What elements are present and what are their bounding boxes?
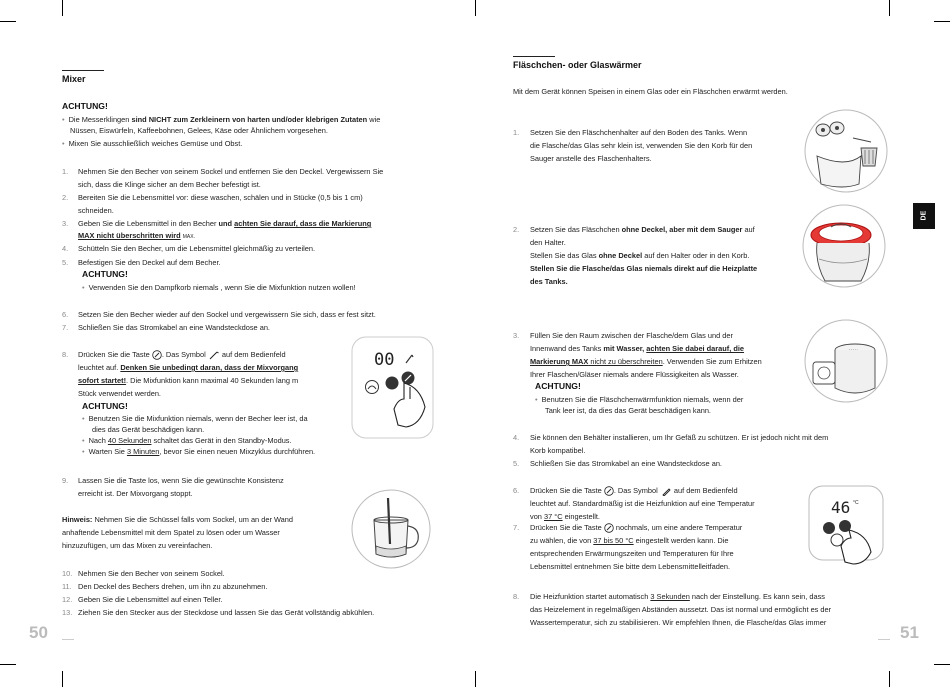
step-text: Drücken Sie die Taste . Das Symbol auf dem Bedienfeld xyxy=(78,350,286,359)
step-text: Lebensmittel entnehmen Sie bitte dem Lebensmittelleitfaden. xyxy=(530,562,731,571)
warning-title: ACHTUNG! xyxy=(82,269,128,279)
hint-text: hinzuzufügen, um das Mixen zu vereinfachen. xyxy=(62,541,213,550)
crop-mark xyxy=(889,671,890,687)
step-number: 2. xyxy=(62,193,69,202)
hint-text: Hinweis: Nehmen Sie die Schüssel falls vom Sockel, um an der Wand xyxy=(62,515,293,524)
section-title-warmer: Fläschchen- oder Glaswärmer xyxy=(513,60,642,70)
step-number: 10. xyxy=(62,569,73,578)
warning-title: ACHTUNG! xyxy=(62,101,108,111)
section-title-mixer: Mixer xyxy=(62,74,86,84)
step-text: die Flasche/das Glas sehr klein ist, verwenden Sie den Korb für den xyxy=(530,141,753,150)
crop-mark xyxy=(934,21,950,22)
step-text: entsprechenden Erwärmungszeiten und Temperaturen für Ihre xyxy=(530,549,734,558)
bottle-in-tank-illustration xyxy=(801,203,887,289)
temperature-panel-illustration xyxy=(803,480,889,566)
step-text: Bereiten Sie die Lebensmittel vor: diese waschen, schälen und in Stücke (0,5 bis 1 cm) xyxy=(78,193,363,202)
crop-mark xyxy=(0,21,16,22)
step-text: Korb kompatibel. xyxy=(530,446,586,455)
step-number: 7. xyxy=(62,323,69,332)
warning-bullet-cont: Tank leer ist, da dies das Gerät beschädigen kann. xyxy=(545,406,711,415)
step-text: Setzen Sie den Becher wieder auf den Sockel und vergewissern Sie sich, dass er fest sitzt. xyxy=(78,310,376,319)
display-temperature: 46 xyxy=(831,498,851,517)
crop-mark xyxy=(475,0,476,16)
step-number: 4. xyxy=(513,433,520,442)
step-text: Sauger anstelle des Flaschenhalters. xyxy=(530,154,652,163)
step-number: 7. xyxy=(513,523,520,532)
blender-key-icon xyxy=(152,350,162,360)
heat-key-icon xyxy=(604,523,614,533)
step-number: 6. xyxy=(62,310,69,319)
warning-bullet-cont: Nüssen, Eiswürfeln, Kaffeebohnen, Gelees, Käse oder Ähnlichem vorgesehen. xyxy=(70,126,328,135)
section-rule xyxy=(62,70,104,71)
bottle-symbol-icon xyxy=(660,486,672,496)
step-number: 8. xyxy=(62,350,69,359)
step-text: Sie können den Behälter installieren, um Ihr Gefäß zu schützen. Er ist jedoch nicht mit dem xyxy=(530,433,829,442)
step-text: Ziehen Sie den Stecker aus der Steckdose und lassen Sie das Gerät vollständig abkühlen. xyxy=(78,608,375,617)
step-number: 4. xyxy=(62,244,69,253)
warning-bullet: • Mixen Sie ausschließlich weiches Gemüse und Obst. xyxy=(62,137,242,150)
step-text: Ihrer Flaschen/Gläser niemals andere Flüssigkeiten als Wasser. xyxy=(530,370,739,379)
page-number: 50 xyxy=(29,623,48,642)
language-tab: DE xyxy=(913,203,935,229)
step-text: Stellen Sie die Flasche/das Glas niemals direkt auf die Heizplatte xyxy=(530,264,758,273)
control-panel-illustration xyxy=(350,335,435,440)
step-text: Schließen Sie das Stromkabel an eine Wandsteckdose an. xyxy=(530,459,722,468)
step-text: Innenwand des Tanks mit Wasser, achten Sie dabei darauf, die xyxy=(530,344,745,353)
blender-jug-illustration xyxy=(350,488,432,570)
warning-title: ACHTUNG! xyxy=(535,381,581,391)
step-number: 3. xyxy=(62,219,69,228)
step-number: 9. xyxy=(62,476,69,485)
step-text: Schütteln Sie den Becher, um die Lebensmittel gleichmäßig zu verteilen. xyxy=(78,244,316,253)
step-text: Den Deckel des Bechers drehen, um ihn zu abzunehmen. xyxy=(78,582,268,591)
crop-mark xyxy=(0,664,16,665)
step-text: erreicht ist. Der Mixvorgang stoppt. xyxy=(78,489,193,498)
warning-bullet: • Die Messerklingen sind NICHT zum Zerkleinern von harten und/oder klebrigen Zutaten wie xyxy=(62,113,380,126)
warning-bullet: • Benutzen Sie die Fläschchenwärmfunktion niemals, wenn der xyxy=(535,393,743,406)
page-number: 51 xyxy=(900,623,919,642)
step-text: Drücken Sie die Taste nochmals, um eine andere Temperatur xyxy=(530,523,743,532)
step-number: 5. xyxy=(62,258,69,267)
step-text: Lassen Sie die Taste los, wenn Sie die gewünschte Konsistenz xyxy=(78,476,284,485)
bottle-holder-illustration xyxy=(803,108,889,194)
step-text: den Halter. xyxy=(530,238,566,247)
step-text: Stellen Sie das Glas ohne Deckel auf den Halter oder in den Korb. xyxy=(530,251,750,260)
page-rule xyxy=(878,639,890,640)
heat-key-icon xyxy=(604,486,614,496)
page-rule xyxy=(62,639,74,640)
step-text: Geben Sie die Lebensmittel in den Becher und achten Sie darauf, dass die Markierung xyxy=(78,219,372,228)
step-text: Nehmen Sie den Becher von seinem Sockel. xyxy=(78,569,225,578)
step-text: von 37 °C eingestellt. xyxy=(530,512,600,521)
step-text: Drücken Sie die Taste . Das Symbol auf dem Bedienfeld xyxy=(530,486,738,495)
step-text: sich, dass die Klinge sicher an dem Becher befestigt ist. xyxy=(78,180,261,189)
step-text: Füllen Sie den Raum zwischen der Flasche/dem Glas und der xyxy=(530,331,733,340)
step-text: das Heizelement in regelmäßigen Abständen aussetzt. Das ist normal und ermöglicht es der xyxy=(530,605,832,614)
crop-mark xyxy=(889,0,890,16)
warning-bullet: • Verwenden Sie den Dampfkorb niemals , wenn Sie die Mixfunktion nutzen wollen! xyxy=(82,281,356,294)
step-text: Setzen Sie den Fläschchenhalter auf den Boden des Tanks. Wenn xyxy=(530,128,748,137)
step-text: leuchtet auf. Denken Sie unbedingt daran, dass der Mixvorgang xyxy=(78,363,299,372)
hint-text: anhaftende Lebensmittel mit dem Spatel zu lösen oder um Wasser xyxy=(62,528,280,537)
step-text: zu wählen, die von 37 bis 50 °C eingestellt werden kann. Die xyxy=(530,536,729,545)
crop-mark xyxy=(934,664,950,665)
step-text: Befestigen Sie den Deckel auf dem Becher. xyxy=(78,258,221,267)
step-number: 1. xyxy=(62,167,69,176)
step-text: sofort startet!. Die Mixfunktion kann maximal 40 Sekunden lang m xyxy=(78,376,299,385)
step-text: Markierung MAX nicht zu überschreiten. Verwenden Sie zum Erhitzen xyxy=(530,357,762,366)
step-number: 1. xyxy=(513,128,520,137)
step-text: leuchtet auf. Standardmäßig ist die Heizfunktion auf eine Temperatur xyxy=(530,499,755,508)
blender-symbol-icon xyxy=(208,350,220,360)
step-text: schneiden. xyxy=(78,206,114,215)
step-number: 12. xyxy=(62,595,73,604)
step-number: 11. xyxy=(62,582,72,591)
step-number: 2. xyxy=(513,225,520,234)
step-number: 13. xyxy=(62,608,73,617)
step-text: Geben Sie die Lebensmittel auf einen Teller. xyxy=(78,595,223,604)
step-text: Stück verwendet werden. xyxy=(78,389,161,398)
step-text: Schließen Sie das Stromkabel an eine Wandsteckdose an. xyxy=(78,323,270,332)
step-text: Setzen Sie das Fläschchen ohne Deckel, aber mit dem Sauger auf xyxy=(530,225,755,234)
water-fill-illustration xyxy=(803,318,889,404)
step-text: Nehmen Sie den Becher von seinem Sockel und entfernen Sie den Deckel. Vergewissern Sie xyxy=(78,167,384,176)
step-text: Wassertemperatur, sich zu stabilisieren. Wir empfehlen Ihnen, die Flasche/das Glas immer xyxy=(530,618,827,627)
display-unit: °C xyxy=(853,500,859,506)
step-text: MAX nicht überschritten wird MAX. xyxy=(78,231,195,240)
step-number: 3. xyxy=(513,331,520,340)
warning-title: ACHTUNG! xyxy=(82,401,128,411)
intro-text: Mit dem Gerät können Speisen in einem Glas oder ein Fläschchen erwärmt werden. xyxy=(513,87,788,96)
max-marker: MAX. xyxy=(182,234,195,240)
crop-mark xyxy=(62,0,63,16)
step-number: 6. xyxy=(513,486,520,495)
step-text: des Tanks. xyxy=(530,277,568,286)
display-digits: 00 xyxy=(374,350,395,370)
step-number: 8. xyxy=(513,592,520,601)
warning-bullet: • Benutzen Sie die Mixfunktion niemals, wenn der Becher leer ist, da xyxy=(82,412,308,425)
step-text: Die Heizfunktion startet automatisch 3 Sekunden nach der Einstellung. Es kann sein, dass xyxy=(530,592,825,601)
step-number: 5. xyxy=(513,459,520,468)
crop-mark xyxy=(62,671,63,687)
warning-bullet: • Nach 40 Sekunden schaltet das Gerät in den Standby-Modus. xyxy=(82,434,292,447)
warning-bullet-cont: dies das Gerät beschädigen kann. xyxy=(92,425,205,434)
crop-mark xyxy=(475,671,476,687)
warning-bullet: • Warten Sie 3 Minuten, bevor Sie einen neuen Mixzyklus durchführen. xyxy=(82,445,315,458)
section-rule xyxy=(513,56,555,57)
